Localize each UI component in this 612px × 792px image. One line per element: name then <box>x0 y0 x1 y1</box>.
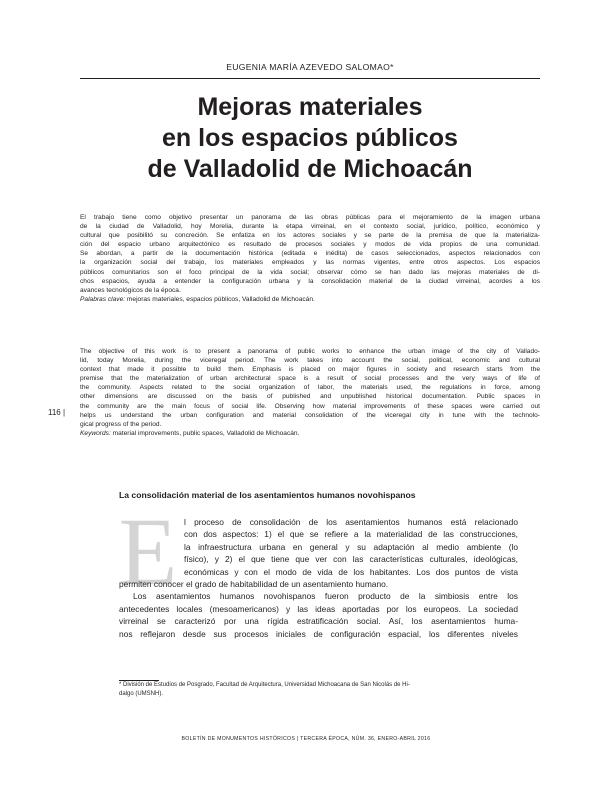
drop-cap: E <box>118 512 178 592</box>
title-line: Mejoras materiales <box>197 93 423 121</box>
abstract-line: premise that the materialization of urban architectural space is a result of social processes and the very ways of life of <box>80 375 540 383</box>
body-line: la infraestructura urbana en general y su adaptación al medio ambiente (lo <box>184 541 518 552</box>
keywords-value: material improvements, public spaces, Valladolid de Michoacán. <box>110 429 300 437</box>
body-indented-paragraph <box>184 516 518 578</box>
keywords-english <box>80 429 540 438</box>
header-rule <box>80 78 540 79</box>
abstract-line: context that made it possible to build them. Emphasis is placed on major figures in society and research starts from the <box>80 366 540 374</box>
body-line: con dos aspectos: 1) el que se refiere a la materialidad de las construcciones, <box>184 529 518 540</box>
page-number: 116 | <box>48 408 66 417</box>
abstract-line: other dimensions are discussed on the basis of published and unpublished historical documentation. Public spaces in <box>80 393 540 401</box>
keywords-label: Keywords: <box>80 429 111 437</box>
abstract-line: de la ciudad de Valladolid, hoy Morelia, durante la etapa virreinal, en el contexto social, jurídico, político, económico y <box>80 223 540 231</box>
title-line: en los espacios públicos <box>162 124 458 152</box>
body-line: Los asentamientos humanos novohispanos fueron producto de la simbiosis entre los <box>133 591 518 602</box>
journal-footer: BOLETÍN DE MONUMENTOS HISTÓRICOS | TERCERA ÉPOCA, NÚM. 36, ENERO-ABRIL 2016 <box>181 736 431 742</box>
footnote <box>119 681 539 699</box>
keywords-label: Palabras clave: <box>80 295 126 303</box>
abstract-line: públicos comunitarios son el foco principal de la vida social; observar cómo se han dado las mejoras materiales de di- <box>80 268 540 276</box>
body-line: económicas y con el modo de vida de los habitantes. Los dos puntos de vista <box>184 566 518 577</box>
abstract-line: cultural que posibilitó su concreción. Se enfatiza en los actores sociales y se parte de la premisa de que la materializa- <box>80 232 540 240</box>
body-line: l proceso de consolidación de los asentamientos humanos está relacionado <box>184 517 518 527</box>
abstract-line: the community. Aspects related to the social organization of labor, the materials used, the regulations in force, among <box>80 384 540 392</box>
abstract-line: gical progress of the period. <box>80 420 162 428</box>
abstract-line: la organización social del trabajo, los materiales empleados y las normas vigentes, entre otros aspectos. Los espacios <box>80 259 540 267</box>
abstract-line: avances tecnológicos de la época. <box>80 286 181 294</box>
abstract-line: ción del espacio urbano arquitectónico es resultado de procesos sociales y modos de vida propios de una comunidad. <box>80 241 540 249</box>
abstract-line: the community are the main focus of social life. Observing how material improvements of these spaces were carried out <box>80 402 540 410</box>
keywords-value: mejoras materiales, espacios públicos, Valladolid de Michoacán. <box>125 295 315 303</box>
article-title <box>80 92 540 185</box>
abstract-line: lid, today Morelia, during the viceregal period. The work takes into account the social, political, economic and cultural <box>80 357 540 365</box>
title-line: de Valladolid de Michoacán <box>147 155 473 183</box>
footnote-line: * División de Estudios de Posgrado, Facultad de Arquitectura, Universidad Michoacana de San Nicolás de Hi- <box>119 682 410 688</box>
abstract-line: Se abordan, a partir de la documentación histórica (editada e inédita) de casos seleccionados, aspectos relacionados con <box>80 250 540 258</box>
section-heading: La consolidación material de los asentamientos humanos novohispanos <box>119 490 416 500</box>
body-line: nos reflejaron desde sus procesos iniciales de configuración espacial, los diferentes niveles <box>119 628 518 639</box>
body-paragraph <box>119 578 518 640</box>
footnote-line: dalgo (UMSNH). <box>119 691 164 697</box>
body-line: permiten conocer el grado de habitabilidad de un asentamiento humano. <box>119 579 389 589</box>
abstract-line: chos espacios, ayuda a entender la configuración urbana y la consolidación material de la ciudad virreinal, acordes a los <box>80 277 540 285</box>
body-line: virreinal se caracterizó por una rígida estratificación social. Así, los asentamientos huma- <box>119 616 518 627</box>
body-line: antecedentes locales (mesoamericanos) y las ideas aportadas por los europeos. La sociedad <box>119 603 518 614</box>
abstract-line: El trabajo tiene como objetivo presentar un panorama de las obras públicas para el mejoramiento de la imagen urbana <box>80 214 540 221</box>
keywords-spanish <box>80 295 540 304</box>
body-line: físico), y 2) el que tiene que ver con las características culturales, ideológicas, <box>184 554 518 565</box>
abstract-line: The objective of this work is to present a panorama of public works to enhance the urban image of the city of Vallado- <box>80 348 540 355</box>
abstract-spanish <box>80 213 540 304</box>
abstract-english <box>80 347 540 438</box>
author-name: EUGENIA MARÍA AZEVEDO SALOMAO* <box>226 62 394 72</box>
abstract-line: helps us understand the urban configuration and material consolidation of the viceregal city in tune with the technolo- <box>80 411 540 419</box>
